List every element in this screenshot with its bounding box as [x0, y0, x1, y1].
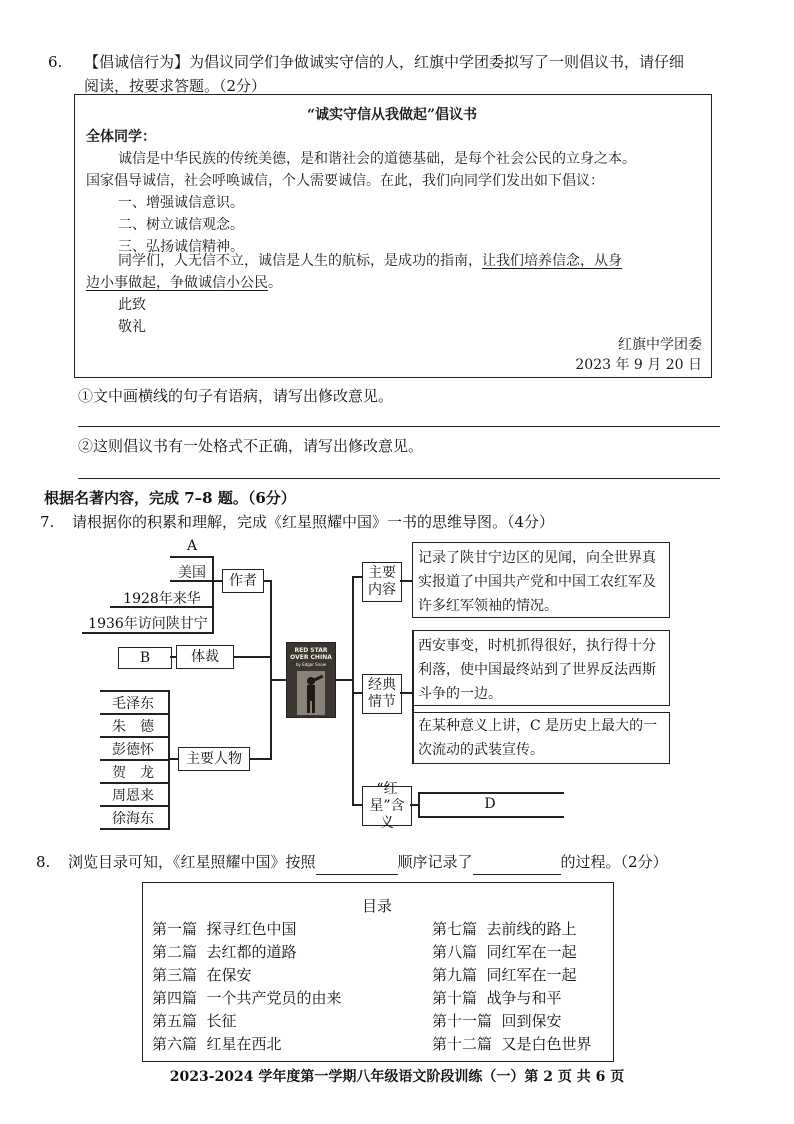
- letter-item1: 一、增强诚信意识。: [118, 195, 244, 211]
- toc-item-left: 第一篇 探寻红色中国: [152, 920, 297, 938]
- q6-number: 6.: [48, 53, 63, 71]
- letter-item2: 二、树立诚信观念。: [118, 217, 244, 233]
- toc-item-right: 第十篇 战争与和平: [432, 989, 562, 1007]
- answer-line-2[interactable]: [78, 478, 720, 479]
- page-footer: 2023-2024 学年度第一学期八年级语文阶段训练（一）第 2 页 共 6 页: [169, 1069, 625, 1085]
- q8-number: 8.: [36, 853, 51, 871]
- toc-item-right: 第十一篇 回到保安: [432, 1012, 562, 1030]
- genre-leaf-b[interactable]: B: [118, 647, 172, 669]
- letter-underlined-sentence-a: 让我们培养信念，从身: [482, 253, 622, 269]
- map-right-trunk: [352, 576, 354, 804]
- character-item: 周恩来: [112, 788, 154, 804]
- main-characters-node: 主要人物: [178, 747, 250, 771]
- map-left-trunk: [270, 580, 272, 758]
- letter-date: 2023 年 9 月 20 日: [575, 357, 702, 373]
- q7-number: 7.: [40, 513, 55, 531]
- toc-item-left: 第五篇 长征: [152, 1012, 237, 1030]
- content-node: 主要内容: [362, 562, 402, 602]
- book-cover-image: [286, 642, 336, 718]
- character-item: 贺 龙: [112, 765, 154, 781]
- toc-item-left: 第二篇 去红都的道路: [152, 943, 297, 961]
- author-leaf-1936: 1936年访问陕甘宁: [88, 616, 208, 632]
- character-item: 彭德怀: [112, 742, 154, 758]
- cover-title-line2: OVER CHINA: [290, 654, 332, 661]
- letter-item3: 三、弘扬诚信精神。: [118, 239, 244, 255]
- classic-text-1: 西安事变，时机抓得很好，执行得十分利落，使中国最终站到了世界反法西斯斗争的一边。: [418, 638, 656, 702]
- letter-p1-line1: 诚信是中华民族的传统美德，是和谐社会的道德基础，是每个社会公民的立身之本。: [118, 151, 636, 167]
- letter-p2-line2: 边小事做起，争做诚信小公民。: [86, 275, 282, 291]
- author-node: 作者: [222, 569, 264, 593]
- toc-item-left: 第四篇 一个共产党员的由来: [152, 989, 342, 1007]
- q8-text: 浏览目录可知，《红星照耀中国》按照 顺序记录了 的过程。（2分）: [68, 850, 668, 875]
- toc-item-right: 第七篇 去前线的路上: [432, 920, 577, 938]
- author-leaf-a[interactable]: A: [186, 538, 198, 554]
- section-header: 根据名著内容，完成 7–8 题。（6分）: [44, 489, 296, 507]
- soldier-figure-icon: [297, 671, 325, 715]
- cover-author: by Edgar Snow: [296, 662, 326, 667]
- q8-blank-2[interactable]: [473, 850, 561, 875]
- toc-item-right: 第十二篇 又是白色世界: [432, 1035, 592, 1053]
- toc-item-left: 第三篇 在保安: [152, 966, 252, 984]
- toc-item-right: 第八篇 同红军在一起: [432, 943, 577, 961]
- answer-line-1[interactable]: [78, 426, 720, 427]
- letter-signature: 红旗中学团委: [618, 337, 702, 353]
- meaning-leaf-d[interactable]: D: [484, 796, 496, 812]
- character-item: 朱 德: [112, 719, 154, 735]
- meaning-node: “红星”含义: [362, 786, 412, 826]
- toc-item-right: 第九篇 同红军在一起: [432, 966, 577, 984]
- cover-title-line1: RED STAR: [294, 647, 328, 654]
- q6-text-line1: 【倡诚信行为】为倡议同学们争做诚实守信的人，红旗中学团委拟写了一则倡议书，请仔细: [84, 53, 685, 71]
- classic-node: 经典情节: [362, 674, 402, 714]
- letter-p2-line1-a: 同学们，人无信不立，诚信是人生的航标，是成功的指南，: [118, 253, 482, 269]
- q6-sub1: ①文中画横线的句子有语病，请写出修改意见。: [78, 387, 394, 405]
- character-item: 徐海东: [112, 811, 154, 827]
- q8-blank-1[interactable]: [316, 850, 398, 875]
- q6-sub2: ②这则倡议书有一处格式不正确，请写出修改意见。: [78, 437, 424, 455]
- letter-p1-line2: 国家倡导诚信，社会呼唤诚信，个人需要诚信。在此，我们向同学们发出如下倡议：: [86, 173, 604, 189]
- content-text: 记录了陕甘宁边区的见闻，向全世界真实报道了中国共产党和中国工农红军及许多红军领袖的情况。: [418, 550, 656, 614]
- q7-text: 请根据你的积累和理解，完成《红星照耀中国》一书的思维导图。（4分）: [72, 513, 555, 531]
- author-leaf-country: 美国: [178, 565, 206, 581]
- letter-closing2: 敬礼: [118, 319, 146, 335]
- q6-text-line2: 阅读，按要求答题。（2分）: [84, 77, 267, 95]
- genre-node: 体裁: [176, 645, 234, 669]
- letter-closing1: 此致: [118, 297, 146, 313]
- letter-p2-line1: [118, 250, 622, 270]
- toc-title: 目录: [361, 897, 392, 915]
- toc-item-left: 第六篇 红星在西北: [152, 1035, 282, 1053]
- author-leaf-1928: 1928年来华: [123, 591, 201, 607]
- character-item: 毛泽东: [112, 696, 154, 712]
- letter-salutation: 全体同学：: [86, 129, 156, 145]
- letter-title: “诚实守信从我做起”倡议书: [306, 107, 478, 123]
- classic-text-2: 在某种意义上讲，C 是历史上最大的一次流动的武装宣传。: [418, 718, 658, 758]
- letter-underlined-sentence-b: 边小事做起，争做诚信小公民: [86, 275, 268, 291]
